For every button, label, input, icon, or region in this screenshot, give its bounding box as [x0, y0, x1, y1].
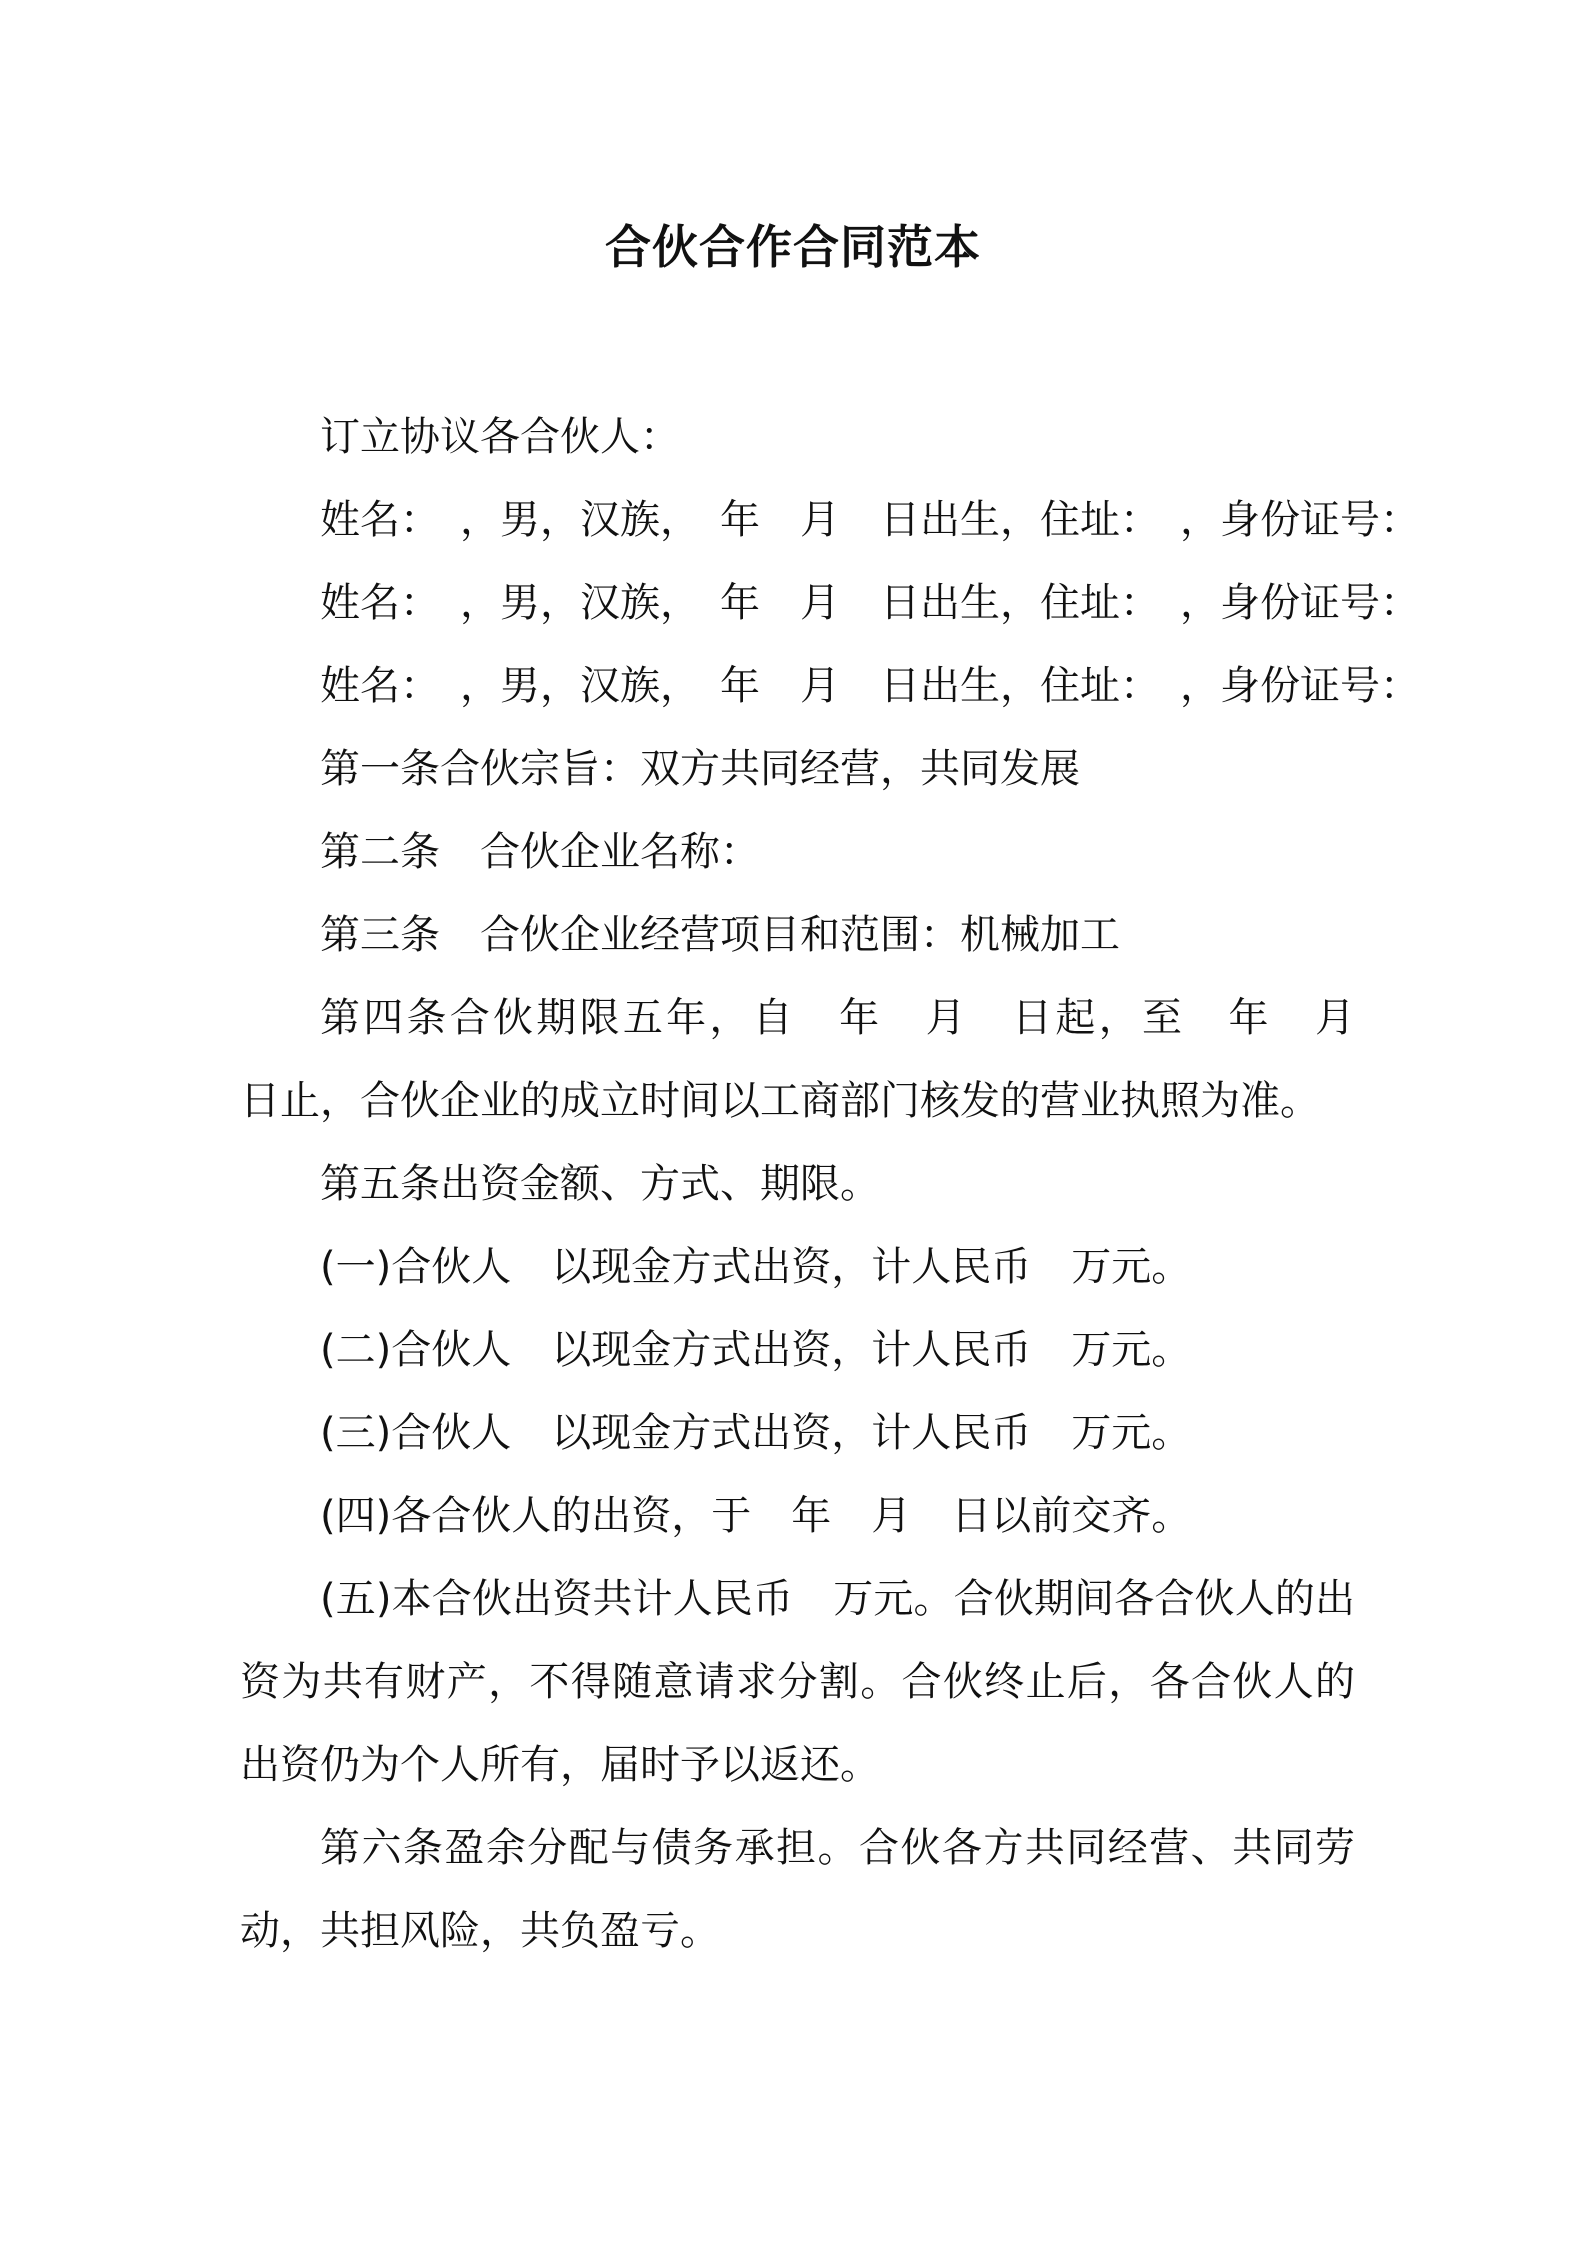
- paragraph-parties-intro: 订立协议各合伙人：: [320, 414, 680, 460]
- paragraph-partner-2: 姓名： ，男，汉族， 年 月 日出生，住址： ，身份证号：: [320, 580, 1420, 626]
- paragraph-partner-1: 姓名： ，男，汉族， 年 月 日出生，住址： ，身份证号：: [320, 497, 1420, 543]
- paragraph-article-5-item-4: (四)各合伙人的出资，于 年 月 日以前交齐。: [320, 1493, 1192, 1539]
- document-body: [240, 396, 1420, 1973]
- paragraph-article-5: 第五条出资金额、方式、期限。: [320, 1161, 880, 1207]
- paragraph-article-6: 第六条盈余分配与债务承担。合伙各方共同经营、共同劳动，共担风险，共负盈亏。: [240, 1825, 1355, 1954]
- paragraph-article-5-item-3: (三)合伙人 以现金方式出资，计人民币 万元。: [320, 1410, 1192, 1456]
- document-title: 合伙合作合同范本: [605, 220, 981, 274]
- paragraph-article-1: 第一条合伙宗旨：双方共同经营，共同发展: [320, 746, 1080, 792]
- paragraph-article-2: 第二条 合伙企业名称：: [320, 829, 760, 875]
- paragraph-partner-3: 姓名： ，男，汉族， 年 月 日出生，住址： ，身份证号：: [320, 663, 1420, 709]
- paragraph-article-3: 第三条 合伙企业经营项目和范围：机械加工: [320, 912, 1120, 958]
- paragraph-article-5-item-1: (一)合伙人 以现金方式出资，计人民币 万元。: [320, 1244, 1192, 1290]
- paragraph-article-5-item-5: (五)本合伙出资共计人民币 万元。合伙期间各合伙人的出资为共有财产，不得随意请求分割。合伙终止后，各合伙人的出资仍为个人所有，届时予以返还。: [240, 1576, 1355, 1788]
- paragraph-article-5-item-2: (二)合伙人 以现金方式出资，计人民币 万元。: [320, 1327, 1192, 1373]
- paragraph-article-4: 第四条合伙期限五年，自 年 月 日起，至 年 月 日止，合伙企业的成立时间以工商部门核发的营业执照为准。: [240, 995, 1395, 1124]
